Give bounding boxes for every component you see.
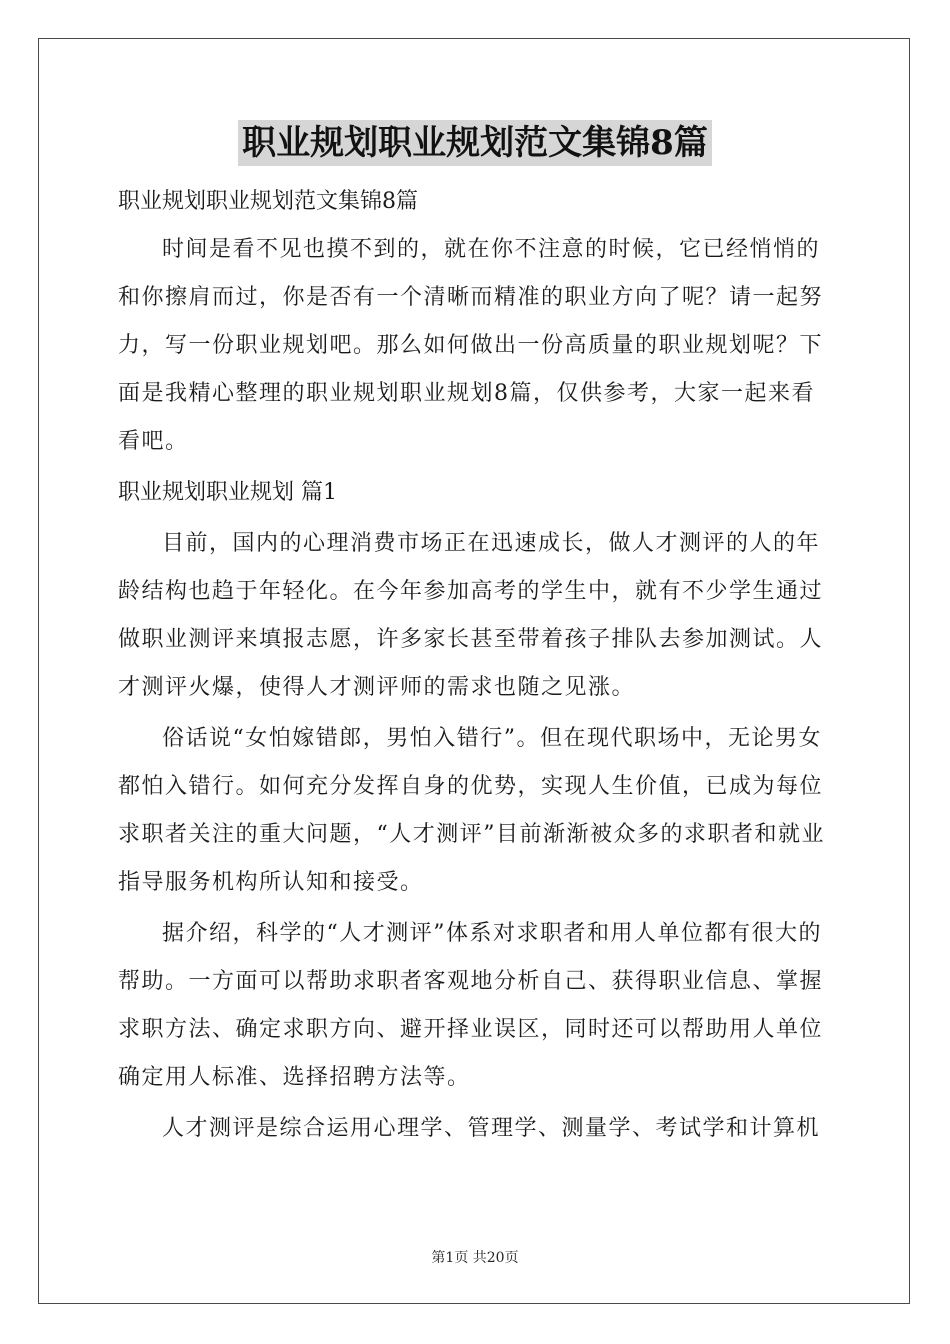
body-paragraph: 人才测评是综合运用心理学、管理学、测量学、考试学和计算机 [162, 1116, 821, 1141]
title-container [0, 120, 950, 166]
document-subtitle: 职业规划职业规划范文集锦8篇 [118, 189, 418, 214]
intro-paragraph: 时间是看不见也摸不到的，就在你不注意的时候，它已经悄悄的和你擦肩而过，你是否有一个清晰而精准的职业方向了呢？请一起努力，写一份职业规划吧。那么如何做出一份高质量的职业规划呢？下面是我精心整理的职业规划职业规划8篇，仅供参考，大家一起来看看吧。 [118, 237, 824, 454]
document-body [118, 178, 834, 1156]
document-title: 职业规划职业规划范文集锦8篇 [238, 120, 712, 166]
page-footer: 第1页 共20页 [431, 1250, 519, 1266]
body-paragraph: 俗话说“女怕嫁错郎，男怕入错行”。但在现代职场中，无论男女都怕入错行。如何充分发挥自身的优势，实现人生价值，已成为每位求职者关注的重大问题，“人才测评”目前渐渐被众多的求职者和就业指导服务机构所认知和接受。 [118, 726, 825, 895]
body-paragraph: 目前，国内的心理消费市场正在迅速成长，做人才测评的人的年龄结构也趋于年轻化。在今年参加高考的学生中，就有不少学生通过做职业测评来填报志愿，许多家长甚至带着孩子排队去参加测试。人才测评火爆，使得人才测评师的需求也随之见涨。 [118, 531, 824, 700]
body-paragraph: 据介绍，科学的“人才测评”体系对求职者和用人单位都有很大的帮助。一方面可以帮助求职者客观地分析自己、获得职业信息、掌握求职方法、确定求职方向、避开择业误区，同时还可以帮助用人单位确定用人标准、选择招聘方法等。 [118, 921, 824, 1090]
section-heading: 职业规划职业规划 篇1 [118, 480, 337, 505]
